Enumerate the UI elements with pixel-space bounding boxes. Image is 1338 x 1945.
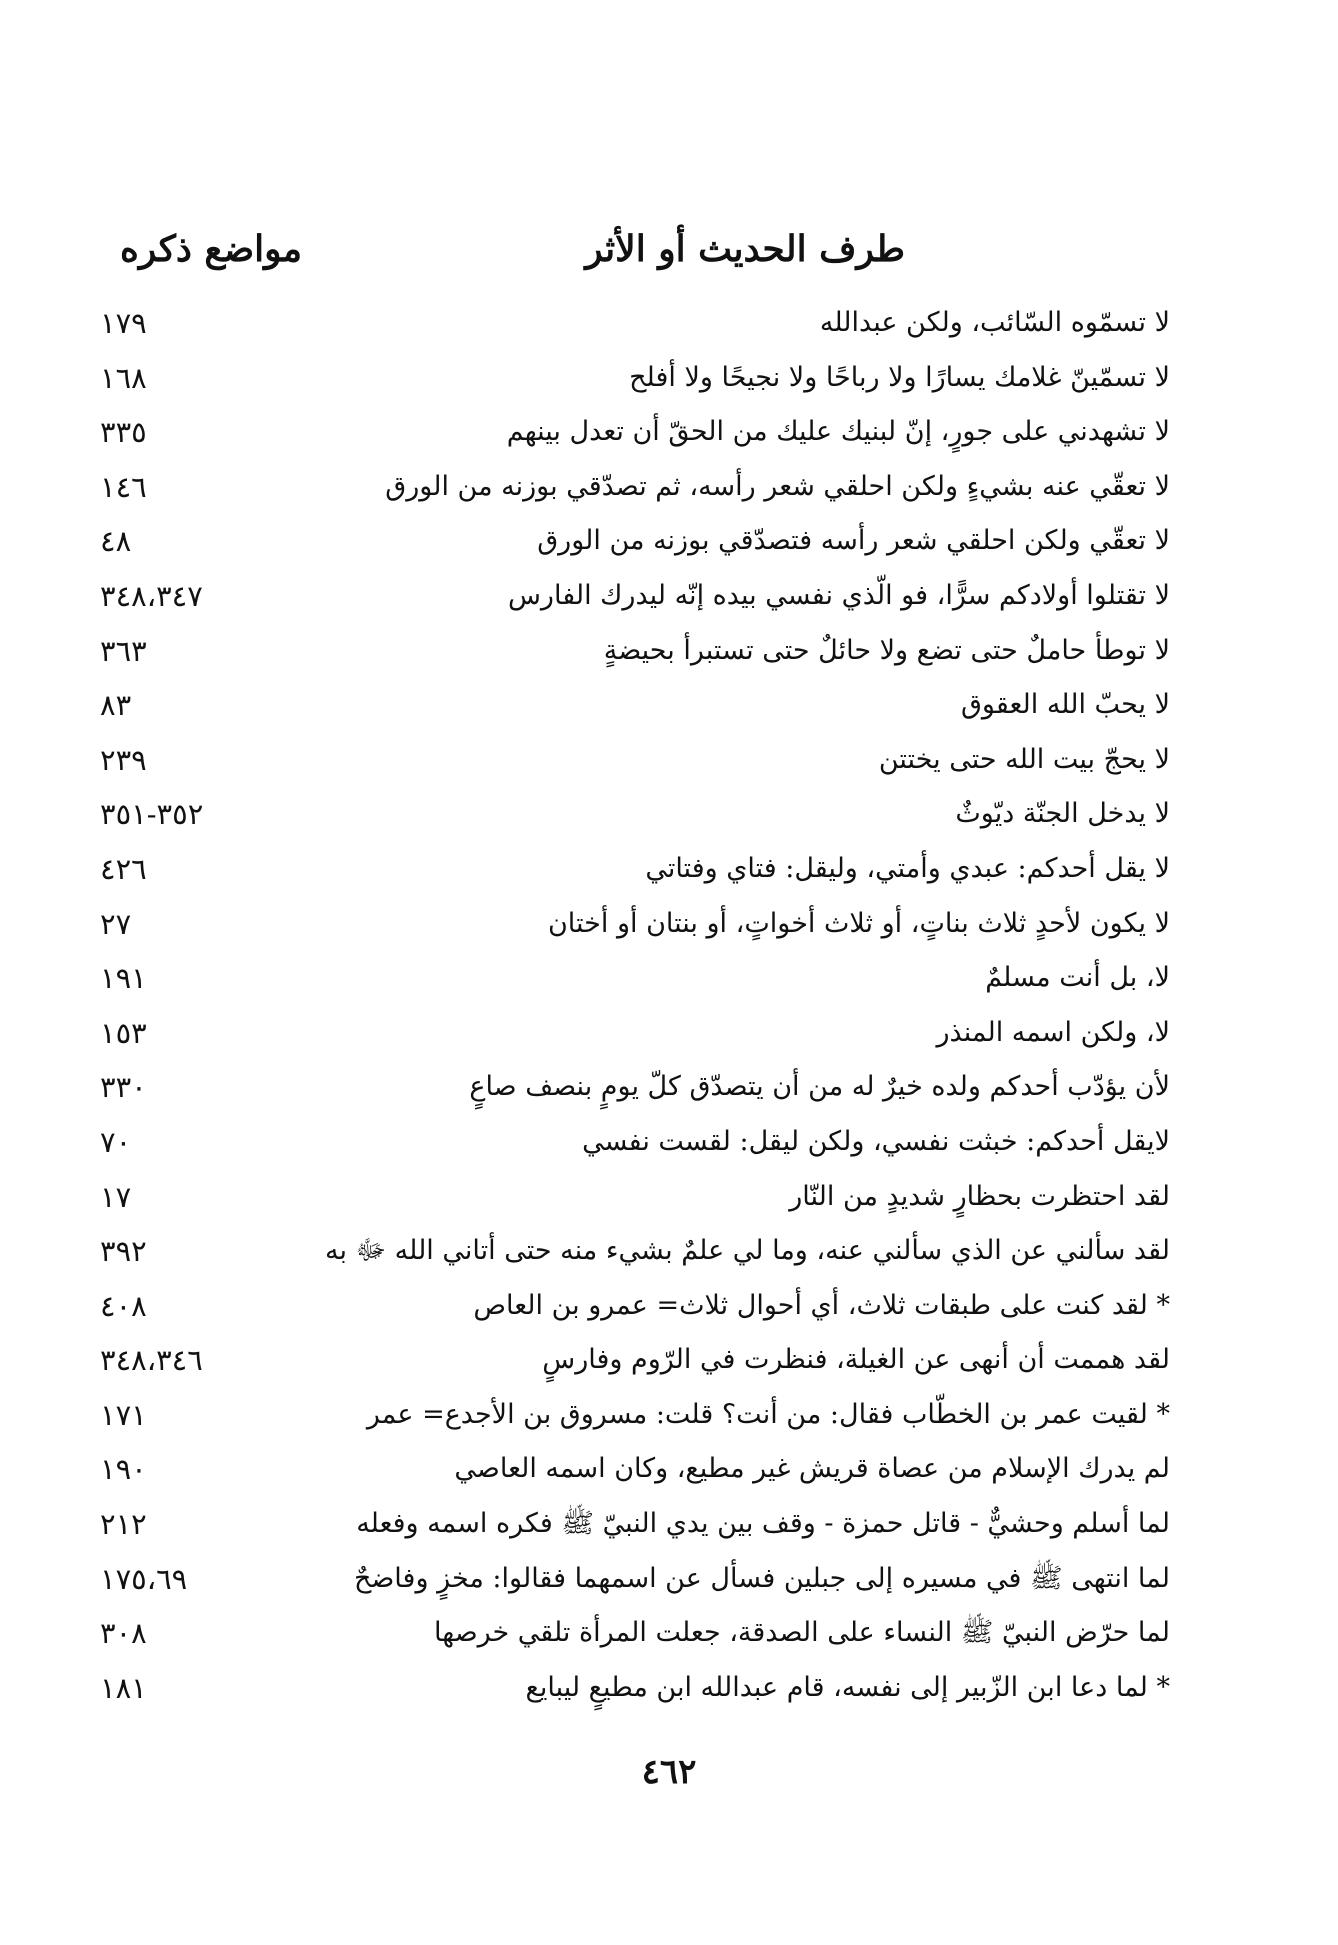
hadith-text: لم يدرك الإسلام من عصاة قريش غير مطيع، وكان اسمه العاصي (454, 1453, 1170, 1485)
page-references: ١٦٨ (100, 360, 147, 395)
hadith-text: لا تعقّي عنه بشيءٍ ولكن احلقي شعر رأسه، ثم تصدّقي بوزنه من الورق (385, 470, 1170, 502)
list-item (100, 351, 1170, 406)
page-references: ٢١٢ (100, 1507, 147, 1542)
list-item (100, 733, 1170, 788)
page-number: ٤٦٢ (641, 1752, 697, 1792)
list-item (100, 1333, 1170, 1388)
hadith-text: لا، ولكن اسمه المنذر (936, 1016, 1170, 1048)
hadith-text: لا تشهدني على جورٍ، إنّ لبنيك عليك من الحقّ أن تعدل بينهم (506, 416, 1170, 448)
list-item (100, 1006, 1170, 1061)
column-header-hadith: طرف الحديث أو الأثر (585, 228, 905, 270)
hadith-text: لا توطأ حاملٌ حتى تضع ولا حائلٌ حتى تستبرأ بحيضةٍ (603, 634, 1170, 666)
page-references: ١٩٠ (100, 1452, 147, 1487)
hadith-text: لا يقل أحدكم: عبدي وأمتي، وليقل: فتاي وفتاتي (645, 852, 1170, 884)
hadith-text: لقد سألني عن الذي سألني عنه، وما لي علمٌ بشيء منه حتى أتاني الله ﷻ به (325, 1235, 1170, 1267)
page-references: ٣٥٢-٣٥١ (100, 797, 204, 832)
hadith-text: لأن يؤدّب أحدكم ولده خيرٌ له من أن يتصدّق كلّ يومٍ بنصف صاعٍ (469, 1071, 1170, 1103)
hadith-text: لا، بل أنت مسلمٌ (985, 962, 1170, 994)
page-references: ٨٣ (100, 688, 132, 723)
list-item (100, 842, 1170, 897)
list-item (100, 1060, 1170, 1115)
list-item (100, 678, 1170, 733)
table-header (120, 228, 1160, 288)
page-references: ٢٣٩ (100, 742, 147, 777)
list-item (100, 1606, 1170, 1661)
hadith-text: لما أسلم وحشيٌّ - قاتل حمزة - وقف بين يدي النبيّ ﷺ فكره اسمه وفعله (356, 1508, 1170, 1540)
hadith-text: لا يدخل الجنّة ديّوثٌ (955, 798, 1170, 830)
list-item (100, 897, 1170, 952)
page-references: ١٨١ (100, 1670, 147, 1705)
hadith-text: لايقل أحدكم: خبثت نفسي، ولكن ليقل: لقست نفسي (582, 1125, 1170, 1157)
list-item (100, 514, 1170, 569)
hadith-text: * لما دعا ابن الزّبير إلى نفسه، قام عبدالله ابن مطيعٍ ليبايع (525, 1671, 1170, 1703)
page-references: ١٥٣ (100, 1015, 147, 1050)
page-references: ٤٢٦ (100, 851, 147, 886)
hadith-text: لا يحبّ الله العقوق (960, 689, 1170, 721)
hadith-text: لما حرّض النبيّ ﷺ النساء على الصدقة، جعلت المرأة تلقي خرصها (434, 1617, 1170, 1649)
hadith-text: لقد احتظرت بحظارٍ شديدٍ من النّار (789, 1180, 1170, 1212)
page-references: ١٧٥،٦٩ (100, 1561, 188, 1596)
hadith-text: لا يحجّ بيت الله حتى يختتن (878, 743, 1170, 775)
hadith-text: لا تقتلوا أولادكم سرًّا، فو الّذي نفسي بيده إنّه ليدرك الفارس (507, 579, 1170, 611)
page-references: ٣٠٨ (100, 1616, 147, 1651)
list-item (100, 1388, 1170, 1443)
list-item (100, 1115, 1170, 1170)
page-references: ١٤٦ (100, 469, 147, 504)
column-header-places: مواضع ذكره (120, 228, 303, 270)
list-item (100, 569, 1170, 624)
list-item (100, 1497, 1170, 1552)
page-references: ١٩١ (100, 961, 147, 996)
list-item (100, 1661, 1170, 1716)
list-item (100, 1442, 1170, 1497)
list-item (100, 1170, 1170, 1225)
list-item (100, 951, 1170, 1006)
list-item (100, 1552, 1170, 1607)
page-references: ٧٠ (100, 1124, 132, 1159)
list-item (100, 787, 1170, 842)
page-references: ١٧٩ (100, 306, 147, 340)
hadith-text: * لقيت عمر بن الخطّاب فقال: من أنت؟ قلت: مسروق بن الأجدع= عمر (366, 1398, 1170, 1430)
page-references: ٣٦٣ (100, 633, 147, 668)
page-references: ٣٤٨،٣٤٧ (100, 578, 203, 613)
list-item (100, 460, 1170, 515)
list-item (100, 1279, 1170, 1334)
list-item (100, 624, 1170, 679)
list-item (100, 296, 1170, 351)
list-item (100, 405, 1170, 460)
index-list (100, 296, 1170, 1715)
hadith-text: لا تسمّينّ غلامك يسارًا ولا رباحًا ولا نجيحًا ولا أفلح (629, 361, 1170, 393)
page-references: ٣٣٥ (100, 415, 147, 450)
hadith-text: لا تعقّي ولكن احلقي شعر رأسه فتصدّقي بوزنه من الورق (537, 525, 1170, 557)
hadith-text: لقد هممت أن أنهى عن الغيلة، فنظرت في الرّوم وفارسٍ (542, 1344, 1170, 1376)
hadith-text: لا يكون لأحدٍ ثلاث بناتٍ، أو ثلاث أخواتٍ، أو بنتان أو أختان (547, 907, 1170, 939)
page-references: ٢٧ (100, 906, 132, 941)
page-references: ٣٣٠ (100, 1070, 147, 1105)
hadith-text: * لقد كنت على طبقات ثلاث، أي أحوال ثلاث= عمرو بن العاص (473, 1289, 1170, 1321)
hadith-text: لا تسمّوه السّائب، ولكن عبدالله (819, 307, 1170, 338)
page-references: ٤٨ (100, 524, 132, 559)
page-references: ٣٩٢ (100, 1234, 147, 1269)
page-references: ٣٤٨،٣٤٦ (100, 1343, 203, 1378)
list-item (100, 1224, 1170, 1279)
page-references: ١٧١ (100, 1397, 147, 1432)
hadith-text: لما انتهى ﷺ في مسيره إلى جبلين فسأل عن اسمهما فقالوا: مخزٍ وفاضحٌ (353, 1562, 1170, 1594)
page-references: ١٧ (100, 1179, 132, 1214)
page-references: ٤٠٨ (100, 1288, 147, 1323)
